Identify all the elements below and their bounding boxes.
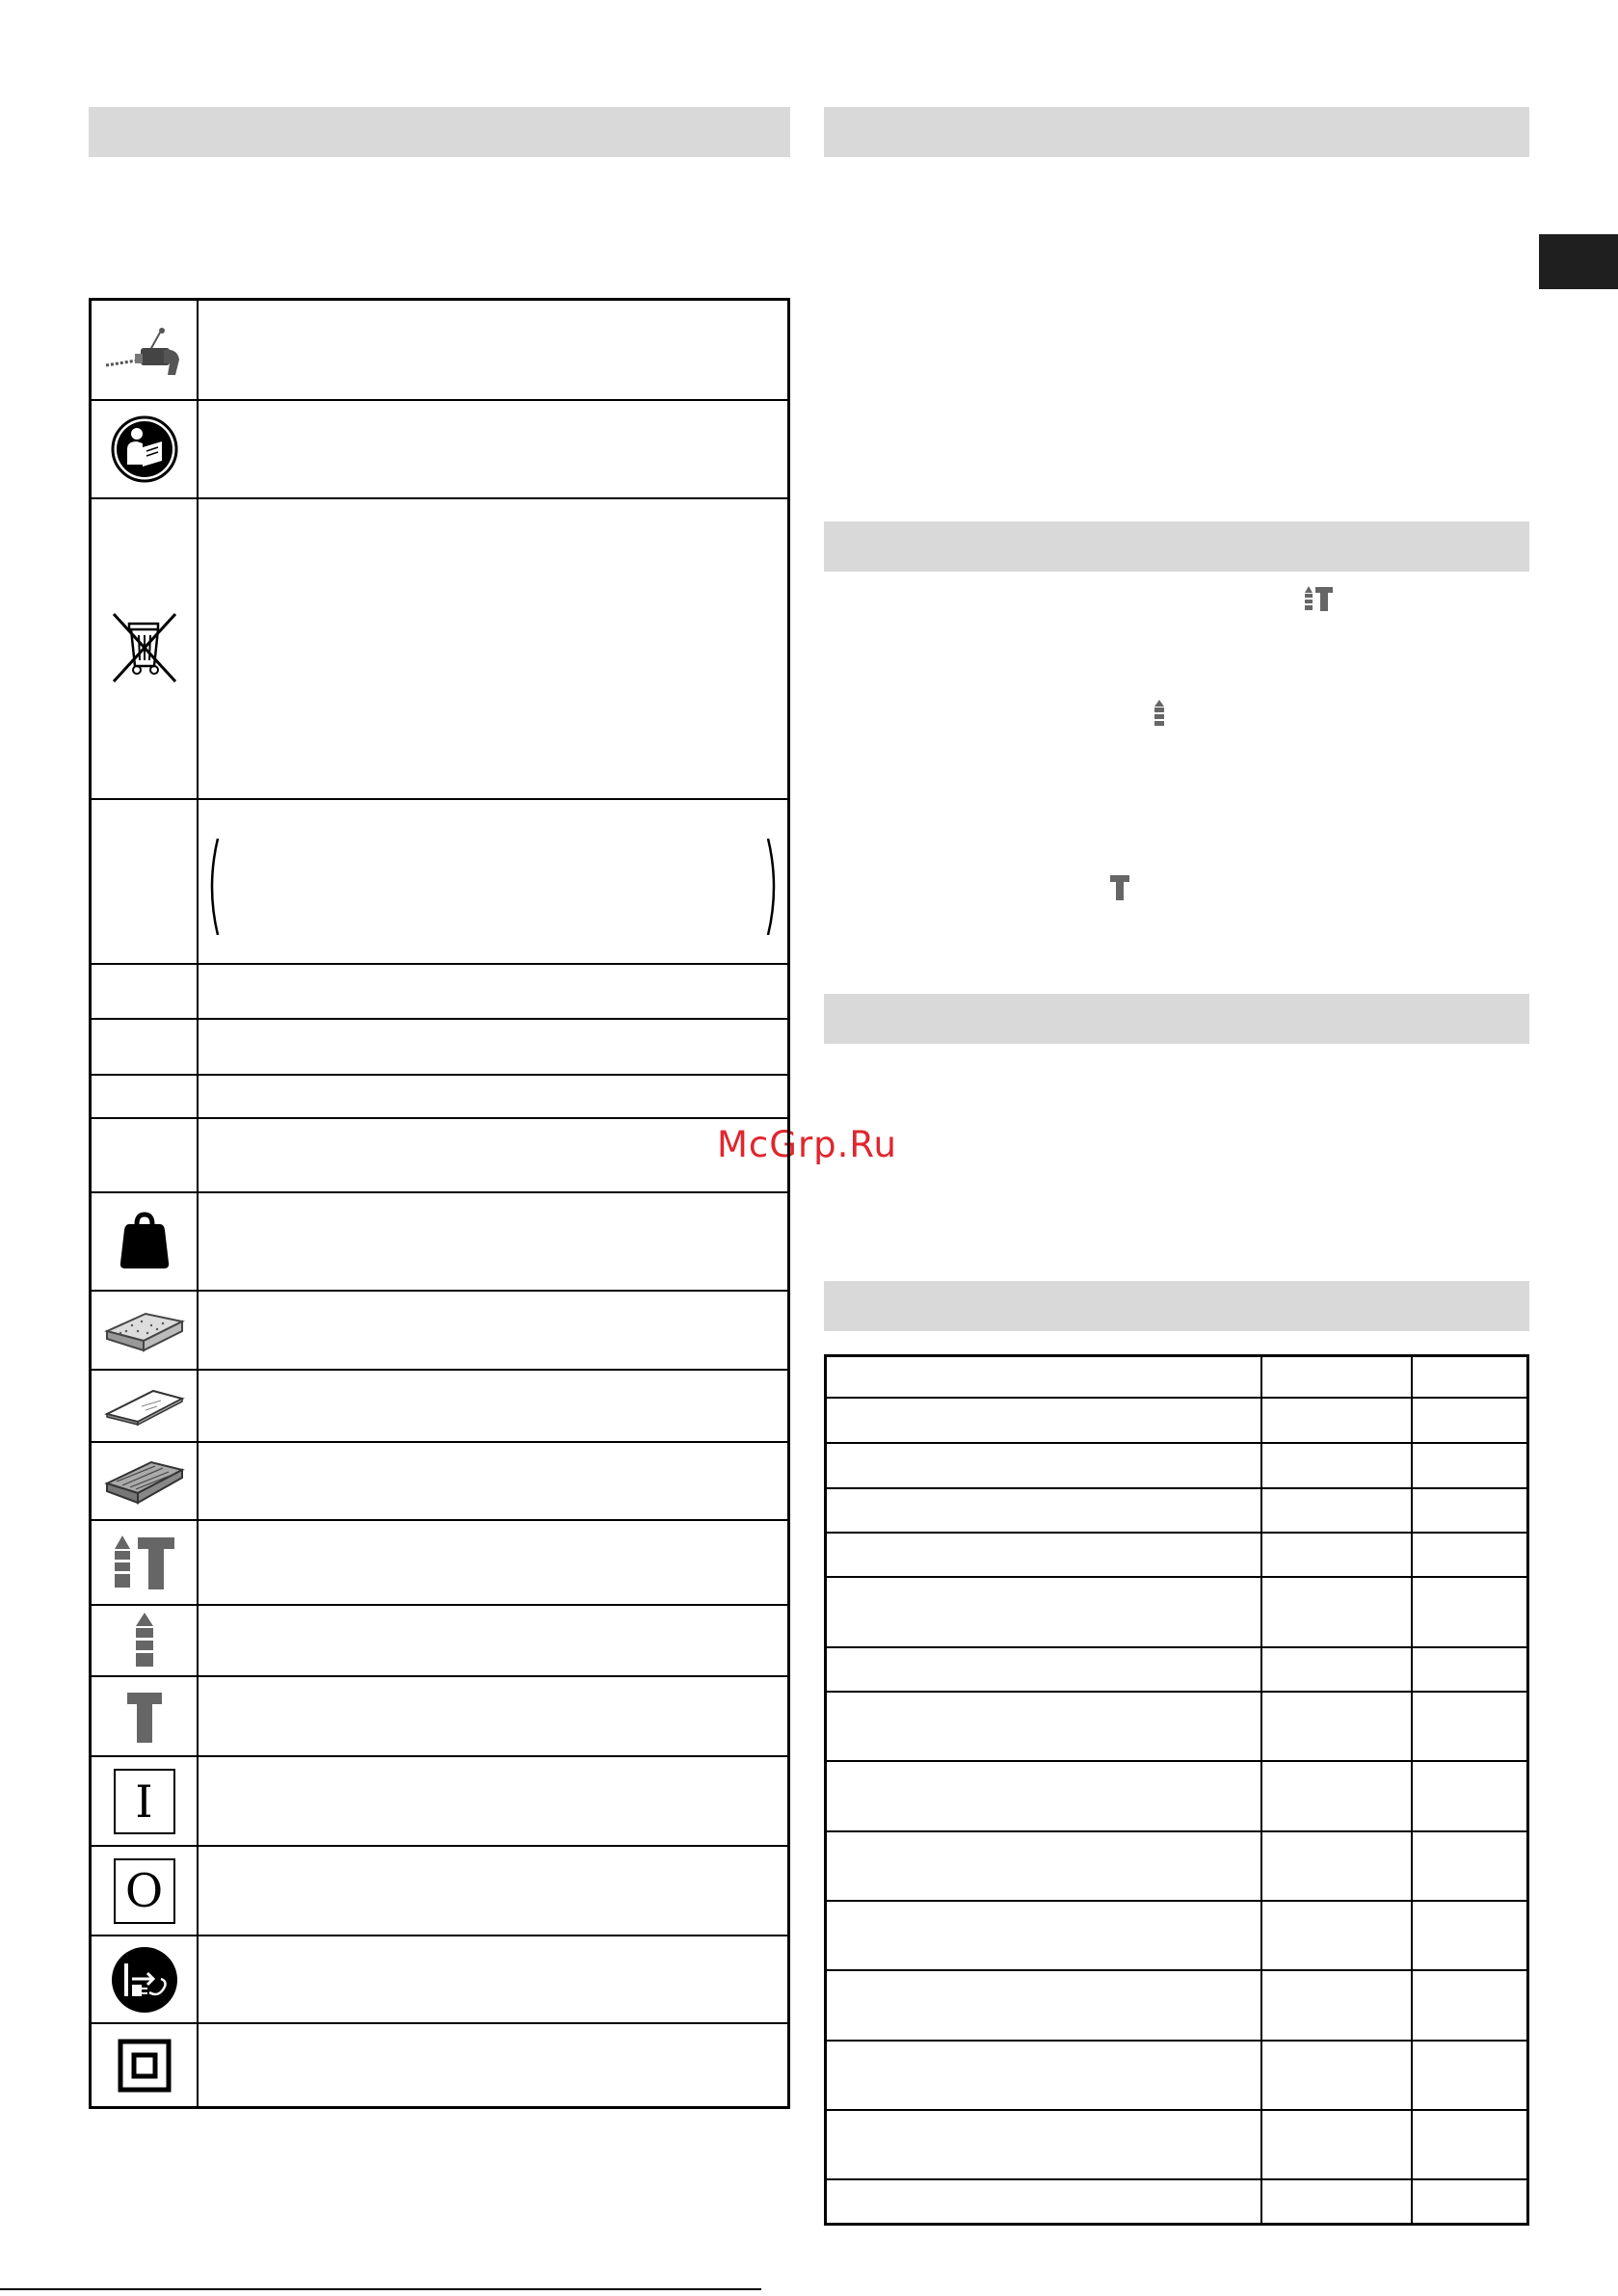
spec-unit-cell [1262, 1578, 1413, 1646]
symbols-table-text [199, 1193, 787, 1290]
spec-value-cell [1413, 1762, 1526, 1830]
spec-unit-cell [1262, 2111, 1413, 2178]
spec-name-cell [827, 1902, 1262, 1969]
hammer-mode-icon [1109, 873, 1130, 902]
symbols-table-row [92, 1369, 787, 1441]
symbols-table-row [92, 798, 787, 963]
symbols-table-text [199, 1371, 787, 1441]
right-section-heading-bar-2 [824, 521, 1529, 572]
right-bracket [766, 839, 780, 935]
wood-board-icon [92, 1443, 199, 1519]
right-section-heading-bar-4 [824, 1281, 1529, 1331]
drill-mode-icon [92, 1606, 199, 1675]
spec-table-row [827, 1646, 1526, 1691]
symbols-table-row [92, 1441, 787, 1519]
symbols-table-text [199, 499, 787, 798]
left-section-heading-bar [89, 107, 790, 157]
symbols-table-text [199, 1847, 787, 1935]
spec-value-cell [1413, 2042, 1526, 2109]
unplug-icon [92, 1936, 199, 2022]
switch-off-icon [92, 1847, 199, 1935]
symbols-table-row [92, 497, 787, 798]
symbols-table-text [199, 1936, 787, 2022]
symbols-table-text [199, 800, 787, 963]
right-section-heading-bar-1 [824, 107, 1529, 157]
spec-unit-cell [1262, 1534, 1413, 1576]
spec-table-row [827, 1760, 1526, 1830]
symbols-table-row [92, 963, 787, 1018]
concrete-block-icon [92, 1292, 199, 1369]
watermark-text: McGrp.Ru [717, 1124, 897, 1165]
spec-value-cell [1413, 1902, 1526, 1969]
symbols-table-text [199, 965, 787, 1018]
spec-value-cell [1413, 1971, 1526, 2040]
spec-table-row [827, 1532, 1526, 1576]
switch-on-label: I [114, 1769, 175, 1834]
spec-value-cell [1413, 1832, 1526, 1900]
spec-unit-cell [1262, 1832, 1413, 1900]
spec-table-row [827, 1397, 1526, 1442]
spec-table-row [827, 1487, 1526, 1532]
empty-icon-cell [92, 1076, 199, 1117]
weight-icon [92, 1193, 199, 1290]
spec-table-row [827, 1969, 1526, 2040]
spec-name-cell [827, 1534, 1262, 1576]
symbols-table [89, 298, 790, 2109]
spec-value-cell [1413, 1399, 1526, 1442]
spec-unit-cell [1262, 1489, 1413, 1532]
spec-name-cell [827, 1578, 1262, 1646]
symbols-table-row [92, 1845, 787, 1935]
drill-hammer-mode-icon [92, 1521, 199, 1604]
spec-name-cell [827, 2111, 1262, 2178]
spec-name-cell [827, 1489, 1262, 1532]
symbols-table-text [199, 2024, 787, 2106]
symbols-table-row [92, 1755, 787, 1845]
spec-table-row [827, 1576, 1526, 1646]
symbols-table-row [92, 1191, 787, 1290]
spec-name-cell [827, 1832, 1262, 1900]
read-manual-icon [92, 401, 199, 497]
spec-name-cell [827, 1762, 1262, 1830]
spec-value-cell [1413, 1534, 1526, 1576]
spec-value-cell [1413, 1489, 1526, 1532]
spec-name-cell [827, 2042, 1262, 2109]
metal-sheet-icon [92, 1371, 199, 1441]
spec-table-row [827, 1442, 1526, 1487]
symbols-table-text [199, 1076, 787, 1117]
spec-name-cell [827, 1399, 1262, 1442]
symbols-table-text [199, 1521, 787, 1604]
spec-name-cell [827, 1648, 1262, 1691]
empty-icon-cell [92, 1119, 199, 1191]
symbols-table-row [92, 399, 787, 497]
spec-unit-cell [1262, 2180, 1413, 2223]
empty-icon-cell [92, 800, 199, 963]
symbols-table-row [92, 1117, 787, 1191]
spec-value-cell [1413, 1444, 1526, 1487]
right-section-heading-bar-3 [824, 994, 1529, 1044]
spec-unit-cell [1262, 1762, 1413, 1830]
drill-hammer-mode-icon [1302, 584, 1335, 613]
spec-table-row [827, 1357, 1526, 1397]
symbols-table-text [199, 1443, 787, 1519]
spec-value-cell [1413, 1648, 1526, 1691]
spec-value-cell [1413, 1578, 1526, 1646]
symbols-table-row [92, 1074, 787, 1117]
symbols-table-text [199, 401, 787, 497]
technical-data-table [824, 1354, 1529, 2226]
spec-table-row [827, 1691, 1526, 1760]
spec-table-row [827, 2040, 1526, 2109]
spec-name-cell [827, 1444, 1262, 1487]
empty-icon-cell [92, 1020, 199, 1074]
crossed-out-bin-icon [92, 499, 199, 798]
spec-value-cell [1413, 1693, 1526, 1760]
left-bracket [206, 839, 220, 935]
spec-unit-cell [1262, 1648, 1413, 1691]
switch-off-label: O [114, 1858, 175, 1924]
spec-unit-cell [1262, 1971, 1413, 2040]
spec-unit-cell [1262, 1693, 1413, 1760]
symbols-table-row [92, 301, 787, 399]
spec-value-cell [1413, 2111, 1526, 2178]
spec-unit-cell [1262, 1902, 1413, 1969]
symbols-table-text [199, 1757, 787, 1845]
hammer-mode-icon [92, 1677, 199, 1755]
switch-on-icon [92, 1757, 199, 1845]
spec-unit-cell [1262, 1444, 1413, 1487]
empty-icon-cell [92, 965, 199, 1018]
drill-mode-icon [1153, 699, 1166, 728]
symbols-table-text [199, 301, 787, 399]
language-tab [1539, 234, 1618, 289]
symbols-table-row [92, 2022, 787, 2106]
spec-unit-cell [1262, 1357, 1413, 1397]
symbols-table-row [92, 1519, 787, 1604]
double-insulation-icon [92, 2024, 199, 2106]
spec-table-row [827, 1830, 1526, 1900]
symbols-table-row [92, 1675, 787, 1755]
spec-name-cell [827, 1357, 1262, 1397]
symbols-table-text [199, 1119, 787, 1191]
symbols-table-text [199, 1020, 787, 1074]
symbols-table-text [199, 1606, 787, 1675]
symbols-table-row [92, 1018, 787, 1074]
symbols-table-row [92, 1604, 787, 1675]
spec-name-cell [827, 1693, 1262, 1760]
spec-value-cell [1413, 2180, 1526, 2223]
spec-unit-cell [1262, 2042, 1413, 2109]
footer-rule [0, 2288, 761, 2290]
spec-table-row [827, 1900, 1526, 1969]
rotary-hammer-icon [92, 301, 199, 399]
symbols-table-row [92, 1935, 787, 2022]
spec-name-cell [827, 2180, 1262, 2223]
spec-value-cell [1413, 1357, 1526, 1397]
spec-unit-cell [1262, 1399, 1413, 1442]
symbols-table-row [92, 1290, 787, 1369]
spec-table-row [827, 2109, 1526, 2178]
spec-table-row [827, 2178, 1526, 2223]
symbols-table-text [199, 1677, 787, 1755]
spec-name-cell [827, 1971, 1262, 2040]
symbols-table-text [199, 1292, 787, 1369]
